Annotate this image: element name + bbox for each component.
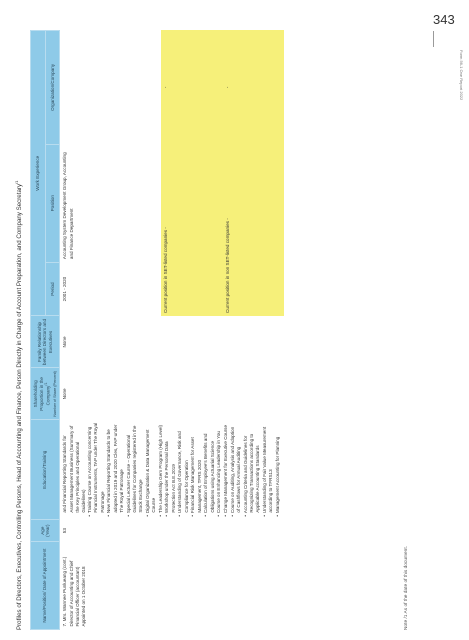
- person-appointed: Appointed on 1 October 2018: [81, 566, 87, 627]
- page-number: 343: [433, 12, 455, 27]
- education-item: • The Leadership Gem Program (High Level): [158, 423, 164, 517]
- current-listed: Current position in SET-listed companies -: [161, 144, 222, 316]
- table-row: [60, 31, 161, 630]
- education-item: • Training Course on Accounting concerning Financial Instruments, TAP under The Royal Patronage: [87, 423, 106, 517]
- header-name: Name/Position/ Date of Appointment: [31, 542, 60, 630]
- header-work: Work Experience: [31, 31, 46, 316]
- work-organization: [60, 31, 161, 145]
- work-period: 2001 - 2020: [62, 276, 68, 302]
- header-period: Period: [45, 262, 60, 316]
- education-item: • Accounting Criteria and Guidelines for Recognizing Transactions according to Applicable Accounting Standards: [243, 423, 262, 517]
- education-item: • New Financial Reporting Standards to be adopted in 2019 and 2020 Cles, FAP under The Royal Patronage: [106, 423, 125, 517]
- education-item: • Special Lecturer Course – Operational Guidelines for Companies registered in the Stock Exchange: [126, 423, 145, 517]
- education-cell: [60, 420, 284, 520]
- education-item: • Workshop under the Personal Data Protection Act B.E.2019: [164, 423, 176, 517]
- education-item: • Understanding of Governance, Risk and Compliance for Operation: [177, 423, 189, 517]
- profile-table: [30, 30, 284, 630]
- current-nonlisted: Current position in non SET-listed companies -: [223, 144, 284, 316]
- education-item: and Financial Reporting Standards for Asset Management Business (Summary of the Key Principles and Operational Guidelines): [62, 425, 87, 513]
- person-name: 7. Mrs. Wannee Punlueang (cont.): [62, 556, 68, 627]
- education-item: • Financial Risk Management for Asset Management, TFRS 2020: [190, 423, 202, 517]
- age-cell: 53: [62, 528, 68, 534]
- education-item: • Course on Auditing, Analysis and Adoption of Cashflows for Annual Auditing: [230, 423, 242, 517]
- header-divider: [433, 31, 434, 47]
- family-cell: None: [62, 336, 68, 348]
- education-item: • Change Management for Executive Course: [223, 423, 229, 517]
- header-age: Age (Year): [31, 520, 60, 542]
- rotated-page: [10, 10, 430, 630]
- header-shareholding-ref: /1: [44, 382, 49, 386]
- heading-note-ref: /1: [14, 180, 19, 184]
- header-shareholding-text: Shareholding Proportion in the Company: [33, 377, 51, 411]
- header-organization: Organization/Company: [45, 31, 60, 145]
- shareholding-cell: None: [62, 388, 68, 400]
- person-title: Director of Accounting and Chief Financial Officer (accountant): [68, 560, 80, 627]
- education-item: • Course on Enhancing Leadership in You: [216, 423, 222, 517]
- education-item: • Management Accounting for Planning: [275, 423, 281, 517]
- section-heading: [14, 10, 23, 630]
- report-title: Form 56-1 One Report 2022: [459, 50, 464, 101]
- name-cell: [60, 542, 284, 630]
- header-position: Position: [45, 144, 60, 262]
- header-education: Education/Training: [31, 420, 60, 520]
- header-family: Family Relationship between Directors and Executives: [31, 316, 60, 368]
- header-shareholding-sub: Number of Share (Percent): [52, 371, 57, 417]
- education-item: • Digital Organization & Data Management Course: [145, 423, 157, 517]
- current-nonlisted-org: -: [223, 31, 284, 145]
- header-shareholding: [31, 368, 60, 420]
- education-item: • Calculation of Employee's Benefits and Obligations using Actuarial Science: [203, 423, 215, 517]
- footnote: Note /1 As of the date of this document.: [404, 546, 409, 630]
- current-listed-org: -: [161, 31, 222, 145]
- work-position: Accounting System Development Group, Accounting and Finance Department: [62, 152, 74, 260]
- education-item: • Understanding of Fair Value Measurement according to TFRS13: [262, 423, 274, 517]
- section-heading-text: Profiles of Directors, Executives, Controlling Persons, Head of Accounting and Finance, Person Directly in Charge of Account Preparation, and Company Secretary: [16, 183, 24, 630]
